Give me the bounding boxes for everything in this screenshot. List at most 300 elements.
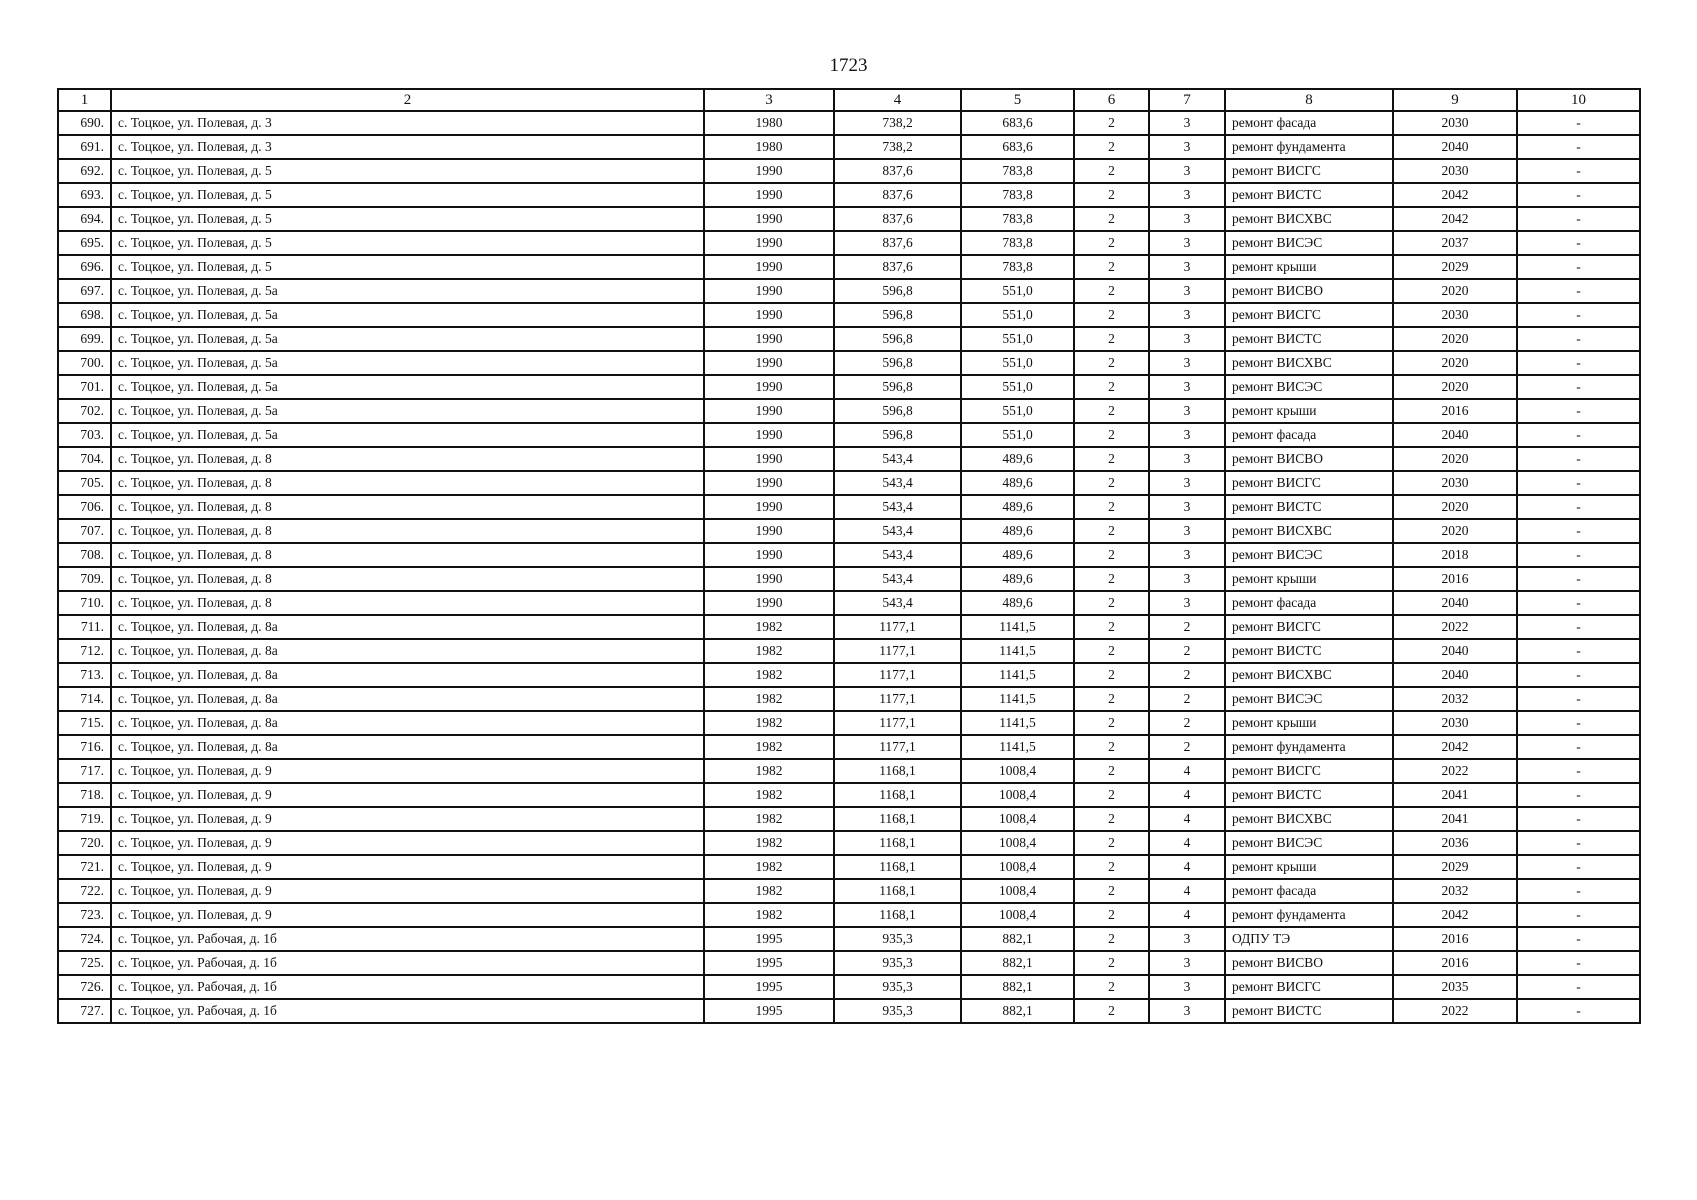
cell-total-area: 596,8 bbox=[834, 351, 961, 375]
cell-floors: 2 bbox=[1074, 615, 1149, 639]
cell-address: с. Тоцкое, ул. Полевая, д. 9 bbox=[111, 879, 704, 903]
cell-work-type: ремонт фасада bbox=[1225, 111, 1393, 135]
cell-address: с. Тоцкое, ул. Полевая, д. 9 bbox=[111, 855, 704, 879]
cell-total-area: 738,2 bbox=[834, 111, 961, 135]
cell-entrances: 3 bbox=[1149, 231, 1225, 255]
cell-planned-year: 2030 bbox=[1393, 303, 1517, 327]
cell-total-area: 935,3 bbox=[834, 999, 961, 1023]
cell-entrances: 3 bbox=[1149, 159, 1225, 183]
cell-work-type: ремонт фасада bbox=[1225, 591, 1393, 615]
cell-entrances: 3 bbox=[1149, 111, 1225, 135]
cell-address: с. Тоцкое, ул. Полевая, д. 5а bbox=[111, 327, 704, 351]
cell-entrances: 3 bbox=[1149, 423, 1225, 447]
cell-note: - bbox=[1517, 855, 1640, 879]
cell-floors: 2 bbox=[1074, 663, 1149, 687]
cell-address: с. Тоцкое, ул. Полевая, д. 5а bbox=[111, 303, 704, 327]
cell-note: - bbox=[1517, 543, 1640, 567]
cell-total-area: 543,4 bbox=[834, 591, 961, 615]
cell-note: - bbox=[1517, 759, 1640, 783]
cell-work-type: ремонт ВИСГС bbox=[1225, 759, 1393, 783]
cell-planned-year: 2042 bbox=[1393, 183, 1517, 207]
cell-entrances: 4 bbox=[1149, 807, 1225, 831]
cell-entrances: 3 bbox=[1149, 927, 1225, 951]
cell-living-area: 1008,4 bbox=[961, 903, 1074, 927]
cell-address: с. Тоцкое, ул. Полевая, д. 9 bbox=[111, 807, 704, 831]
cell-entrances: 3 bbox=[1149, 471, 1225, 495]
cell-note: - bbox=[1517, 135, 1640, 159]
cell-planned-year: 2022 bbox=[1393, 759, 1517, 783]
cell-floors: 2 bbox=[1074, 183, 1149, 207]
cell-year-built: 1982 bbox=[704, 639, 834, 663]
cell-entrances: 3 bbox=[1149, 399, 1225, 423]
cell-address: с. Тоцкое, ул. Полевая, д. 5 bbox=[111, 183, 704, 207]
cell-row-number: 700. bbox=[58, 351, 111, 375]
cell-year-built: 1990 bbox=[704, 159, 834, 183]
cell-entrances: 3 bbox=[1149, 351, 1225, 375]
cell-planned-year: 2030 bbox=[1393, 711, 1517, 735]
cell-work-type: ремонт ВИСВО bbox=[1225, 279, 1393, 303]
cell-entrances: 4 bbox=[1149, 759, 1225, 783]
cell-total-area: 1168,1 bbox=[834, 831, 961, 855]
cell-living-area: 783,8 bbox=[961, 207, 1074, 231]
cell-floors: 2 bbox=[1074, 903, 1149, 927]
cell-total-area: 1168,1 bbox=[834, 879, 961, 903]
cell-floors: 2 bbox=[1074, 471, 1149, 495]
cell-total-area: 1177,1 bbox=[834, 663, 961, 687]
cell-living-area: 1141,5 bbox=[961, 663, 1074, 687]
cell-floors: 2 bbox=[1074, 951, 1149, 975]
cell-floors: 2 bbox=[1074, 831, 1149, 855]
cell-work-type: ремонт ВИСЭС bbox=[1225, 375, 1393, 399]
cell-year-built: 1995 bbox=[704, 927, 834, 951]
cell-work-type: ремонт ВИСТС bbox=[1225, 495, 1393, 519]
table-row bbox=[58, 231, 1640, 255]
cell-note: - bbox=[1517, 711, 1640, 735]
cell-note: - bbox=[1517, 831, 1640, 855]
cell-floors: 2 bbox=[1074, 999, 1149, 1023]
table-row bbox=[58, 735, 1640, 759]
cell-planned-year: 2040 bbox=[1393, 639, 1517, 663]
cell-floors: 2 bbox=[1074, 567, 1149, 591]
cell-year-built: 1990 bbox=[704, 303, 834, 327]
cell-entrances: 3 bbox=[1149, 495, 1225, 519]
cell-total-area: 1177,1 bbox=[834, 615, 961, 639]
cell-planned-year: 2042 bbox=[1393, 207, 1517, 231]
cell-row-number: 709. bbox=[58, 567, 111, 591]
cell-address: с. Тоцкое, ул. Рабочая, д. 1б bbox=[111, 927, 704, 951]
cell-row-number: 707. bbox=[58, 519, 111, 543]
cell-year-built: 1982 bbox=[704, 807, 834, 831]
cell-living-area: 1008,4 bbox=[961, 759, 1074, 783]
cell-work-type: ремонт ВИСХВС bbox=[1225, 351, 1393, 375]
table-header-row bbox=[58, 89, 1640, 111]
cell-total-area: 1177,1 bbox=[834, 639, 961, 663]
cell-planned-year: 2040 bbox=[1393, 591, 1517, 615]
cell-year-built: 1982 bbox=[704, 687, 834, 711]
cell-work-type: ремонт ВИСГС bbox=[1225, 303, 1393, 327]
table-row bbox=[58, 135, 1640, 159]
cell-total-area: 837,6 bbox=[834, 255, 961, 279]
cell-address: с. Тоцкое, ул. Полевая, д. 9 bbox=[111, 759, 704, 783]
cell-address: с. Тоцкое, ул. Полевая, д. 8а bbox=[111, 663, 704, 687]
cell-living-area: 1008,4 bbox=[961, 807, 1074, 831]
table-row bbox=[58, 615, 1640, 639]
cell-row-number: 695. bbox=[58, 231, 111, 255]
cell-address: с. Тоцкое, ул. Полевая, д. 8а bbox=[111, 711, 704, 735]
cell-floors: 2 bbox=[1074, 279, 1149, 303]
cell-living-area: 1141,5 bbox=[961, 615, 1074, 639]
cell-row-number: 694. bbox=[58, 207, 111, 231]
cell-planned-year: 2029 bbox=[1393, 255, 1517, 279]
cell-living-area: 489,6 bbox=[961, 447, 1074, 471]
cell-address: с. Тоцкое, ул. Полевая, д. 8а bbox=[111, 735, 704, 759]
cell-entrances: 2 bbox=[1149, 687, 1225, 711]
cell-total-area: 543,4 bbox=[834, 447, 961, 471]
cell-row-number: 693. bbox=[58, 183, 111, 207]
table-row bbox=[58, 975, 1640, 999]
cell-living-area: 551,0 bbox=[961, 351, 1074, 375]
cell-living-area: 683,6 bbox=[961, 135, 1074, 159]
cell-work-type: ремонт ВИСТС bbox=[1225, 183, 1393, 207]
cell-total-area: 543,4 bbox=[834, 543, 961, 567]
cell-total-area: 596,8 bbox=[834, 279, 961, 303]
cell-row-number: 720. bbox=[58, 831, 111, 855]
cell-total-area: 738,2 bbox=[834, 135, 961, 159]
cell-total-area: 596,8 bbox=[834, 375, 961, 399]
cell-entrances: 4 bbox=[1149, 903, 1225, 927]
cell-note: - bbox=[1517, 663, 1640, 687]
table-row bbox=[58, 999, 1640, 1023]
table-row bbox=[58, 783, 1640, 807]
column-header-10: 10 bbox=[1517, 89, 1640, 111]
cell-year-built: 1995 bbox=[704, 975, 834, 999]
cell-note: - bbox=[1517, 807, 1640, 831]
cell-total-area: 596,8 bbox=[834, 327, 961, 351]
cell-year-built: 1982 bbox=[704, 663, 834, 687]
cell-address: с. Тоцкое, ул. Полевая, д. 8а bbox=[111, 615, 704, 639]
cell-entrances: 3 bbox=[1149, 447, 1225, 471]
table-row bbox=[58, 447, 1640, 471]
cell-work-type: ремонт ВИСЭС bbox=[1225, 543, 1393, 567]
table-row bbox=[58, 543, 1640, 567]
cell-year-built: 1990 bbox=[704, 231, 834, 255]
cell-work-type: ремонт фундамента bbox=[1225, 903, 1393, 927]
cell-floors: 2 bbox=[1074, 231, 1149, 255]
cell-entrances: 3 bbox=[1149, 207, 1225, 231]
cell-planned-year: 2020 bbox=[1393, 447, 1517, 471]
table-row bbox=[58, 951, 1640, 975]
cell-work-type: ремонт ВИСТС bbox=[1225, 999, 1393, 1023]
cell-year-built: 1990 bbox=[704, 567, 834, 591]
cell-note: - bbox=[1517, 255, 1640, 279]
cell-planned-year: 2032 bbox=[1393, 687, 1517, 711]
cell-year-built: 1982 bbox=[704, 735, 834, 759]
cell-living-area: 551,0 bbox=[961, 423, 1074, 447]
cell-row-number: 716. bbox=[58, 735, 111, 759]
cell-work-type: ремонт фундамента bbox=[1225, 735, 1393, 759]
cell-row-number: 722. bbox=[58, 879, 111, 903]
cell-living-area: 489,6 bbox=[961, 543, 1074, 567]
cell-planned-year: 2020 bbox=[1393, 519, 1517, 543]
cell-year-built: 1980 bbox=[704, 111, 834, 135]
table-row bbox=[58, 855, 1640, 879]
cell-floors: 2 bbox=[1074, 135, 1149, 159]
cell-living-area: 1008,4 bbox=[961, 831, 1074, 855]
cell-address: с. Тоцкое, ул. Рабочая, д. 1б bbox=[111, 999, 704, 1023]
cell-work-type: ремонт фасада bbox=[1225, 423, 1393, 447]
cell-entrances: 3 bbox=[1149, 999, 1225, 1023]
cell-year-built: 1990 bbox=[704, 351, 834, 375]
cell-entrances: 3 bbox=[1149, 279, 1225, 303]
cell-address: с. Тоцкое, ул. Полевая, д. 8 bbox=[111, 567, 704, 591]
cell-note: - bbox=[1517, 495, 1640, 519]
cell-address: с. Тоцкое, ул. Полевая, д. 8а bbox=[111, 687, 704, 711]
cell-note: - bbox=[1517, 471, 1640, 495]
cell-year-built: 1990 bbox=[704, 255, 834, 279]
cell-year-built: 1990 bbox=[704, 447, 834, 471]
cell-address: с. Тоцкое, ул. Полевая, д. 5а bbox=[111, 375, 704, 399]
cell-address: с. Тоцкое, ул. Полевая, д. 8 bbox=[111, 447, 704, 471]
cell-work-type: ремонт крыши bbox=[1225, 711, 1393, 735]
table-row bbox=[58, 255, 1640, 279]
cell-total-area: 935,3 bbox=[834, 975, 961, 999]
cell-note: - bbox=[1517, 591, 1640, 615]
cell-total-area: 935,3 bbox=[834, 951, 961, 975]
cell-row-number: 705. bbox=[58, 471, 111, 495]
column-header-7: 7 bbox=[1149, 89, 1225, 111]
cell-planned-year: 2016 bbox=[1393, 927, 1517, 951]
cell-work-type: ремонт крыши bbox=[1225, 855, 1393, 879]
cell-address: с. Тоцкое, ул. Полевая, д. 5 bbox=[111, 159, 704, 183]
cell-row-number: 708. bbox=[58, 543, 111, 567]
cell-note: - bbox=[1517, 399, 1640, 423]
cell-floors: 2 bbox=[1074, 639, 1149, 663]
cell-living-area: 1141,5 bbox=[961, 687, 1074, 711]
cell-note: - bbox=[1517, 639, 1640, 663]
cell-entrances: 3 bbox=[1149, 951, 1225, 975]
cell-entrances: 3 bbox=[1149, 567, 1225, 591]
cell-row-number: 702. bbox=[58, 399, 111, 423]
cell-floors: 2 bbox=[1074, 399, 1149, 423]
cell-row-number: 691. bbox=[58, 135, 111, 159]
cell-note: - bbox=[1517, 375, 1640, 399]
cell-row-number: 721. bbox=[58, 855, 111, 879]
table-row bbox=[58, 111, 1640, 135]
cell-address: с. Тоцкое, ул. Полевая, д. 3 bbox=[111, 111, 704, 135]
cell-row-number: 713. bbox=[58, 663, 111, 687]
table-row bbox=[58, 495, 1640, 519]
cell-row-number: 704. bbox=[58, 447, 111, 471]
cell-work-type: ремонт ВИСГС bbox=[1225, 975, 1393, 999]
cell-note: - bbox=[1517, 279, 1640, 303]
cell-address: с. Тоцкое, ул. Полевая, д. 8 bbox=[111, 495, 704, 519]
cell-row-number: 696. bbox=[58, 255, 111, 279]
cell-row-number: 706. bbox=[58, 495, 111, 519]
cell-entrances: 4 bbox=[1149, 783, 1225, 807]
cell-entrances: 3 bbox=[1149, 591, 1225, 615]
cell-total-area: 543,4 bbox=[834, 519, 961, 543]
cell-entrances: 4 bbox=[1149, 879, 1225, 903]
table-row bbox=[58, 903, 1640, 927]
cell-total-area: 1168,1 bbox=[834, 903, 961, 927]
cell-floors: 2 bbox=[1074, 927, 1149, 951]
cell-row-number: 727. bbox=[58, 999, 111, 1023]
cell-note: - bbox=[1517, 783, 1640, 807]
cell-entrances: 2 bbox=[1149, 639, 1225, 663]
cell-planned-year: 2030 bbox=[1393, 111, 1517, 135]
cell-work-type: ремонт крыши bbox=[1225, 567, 1393, 591]
cell-row-number: 690. bbox=[58, 111, 111, 135]
cell-address: с. Тоцкое, ул. Полевая, д. 9 bbox=[111, 903, 704, 927]
cell-total-area: 837,6 bbox=[834, 159, 961, 183]
cell-year-built: 1982 bbox=[704, 903, 834, 927]
cell-planned-year: 2018 bbox=[1393, 543, 1517, 567]
cell-floors: 2 bbox=[1074, 495, 1149, 519]
cell-note: - bbox=[1517, 231, 1640, 255]
cell-floors: 2 bbox=[1074, 735, 1149, 759]
table-row bbox=[58, 159, 1640, 183]
cell-planned-year: 2035 bbox=[1393, 975, 1517, 999]
cell-living-area: 783,8 bbox=[961, 255, 1074, 279]
cell-year-built: 1995 bbox=[704, 951, 834, 975]
cell-work-type: ремонт ВИСХВС bbox=[1225, 519, 1393, 543]
cell-work-type: ремонт ВИСГС bbox=[1225, 615, 1393, 639]
cell-work-type: ремонт ВИСЭС bbox=[1225, 231, 1393, 255]
cell-planned-year: 2036 bbox=[1393, 831, 1517, 855]
cell-address: с. Тоцкое, ул. Полевая, д. 5а bbox=[111, 399, 704, 423]
cell-living-area: 551,0 bbox=[961, 327, 1074, 351]
cell-total-area: 596,8 bbox=[834, 399, 961, 423]
cell-note: - bbox=[1517, 903, 1640, 927]
cell-work-type: ремонт крыши bbox=[1225, 399, 1393, 423]
cell-floors: 2 bbox=[1074, 375, 1149, 399]
table-row bbox=[58, 759, 1640, 783]
cell-entrances: 2 bbox=[1149, 711, 1225, 735]
cell-living-area: 489,6 bbox=[961, 519, 1074, 543]
cell-floors: 2 bbox=[1074, 447, 1149, 471]
cell-row-number: 698. bbox=[58, 303, 111, 327]
cell-living-area: 783,8 bbox=[961, 231, 1074, 255]
cell-address: с. Тоцкое, ул. Полевая, д. 5 bbox=[111, 207, 704, 231]
cell-year-built: 1982 bbox=[704, 831, 834, 855]
cell-work-type: ремонт ВИСЭС bbox=[1225, 687, 1393, 711]
cell-row-number: 697. bbox=[58, 279, 111, 303]
cell-living-area: 683,6 bbox=[961, 111, 1074, 135]
cell-floors: 2 bbox=[1074, 519, 1149, 543]
cell-total-area: 1168,1 bbox=[834, 783, 961, 807]
cell-planned-year: 2040 bbox=[1393, 663, 1517, 687]
cell-note: - bbox=[1517, 351, 1640, 375]
cell-address: с. Тоцкое, ул. Полевая, д. 3 bbox=[111, 135, 704, 159]
cell-floors: 2 bbox=[1074, 759, 1149, 783]
cell-row-number: 725. bbox=[58, 951, 111, 975]
cell-work-type: ремонт ВИСТС bbox=[1225, 783, 1393, 807]
cell-year-built: 1990 bbox=[704, 279, 834, 303]
cell-note: - bbox=[1517, 447, 1640, 471]
cell-work-type: ремонт ВИСВО bbox=[1225, 447, 1393, 471]
cell-row-number: 692. bbox=[58, 159, 111, 183]
cell-address: с. Тоцкое, ул. Полевая, д. 5 bbox=[111, 255, 704, 279]
cell-floors: 2 bbox=[1074, 351, 1149, 375]
cell-work-type: ремонт ВИСТС bbox=[1225, 639, 1393, 663]
table-row bbox=[58, 711, 1640, 735]
cell-year-built: 1990 bbox=[704, 207, 834, 231]
table-row bbox=[58, 831, 1640, 855]
cell-planned-year: 2030 bbox=[1393, 471, 1517, 495]
cell-living-area: 551,0 bbox=[961, 279, 1074, 303]
cell-note: - bbox=[1517, 423, 1640, 447]
cell-total-area: 1177,1 bbox=[834, 735, 961, 759]
table-row bbox=[58, 351, 1640, 375]
cell-living-area: 1141,5 bbox=[961, 639, 1074, 663]
cell-planned-year: 2020 bbox=[1393, 375, 1517, 399]
column-header-1: 1 bbox=[58, 89, 111, 111]
cell-note: - bbox=[1517, 327, 1640, 351]
cell-note: - bbox=[1517, 687, 1640, 711]
cell-living-area: 1141,5 bbox=[961, 711, 1074, 735]
cell-planned-year: 2040 bbox=[1393, 423, 1517, 447]
cell-entrances: 4 bbox=[1149, 855, 1225, 879]
cell-planned-year: 2016 bbox=[1393, 399, 1517, 423]
cell-living-area: 1008,4 bbox=[961, 855, 1074, 879]
cell-total-area: 543,4 bbox=[834, 567, 961, 591]
cell-floors: 2 bbox=[1074, 975, 1149, 999]
table-row bbox=[58, 807, 1640, 831]
cell-total-area: 837,6 bbox=[834, 183, 961, 207]
cell-address: с. Тоцкое, ул. Полевая, д. 5 bbox=[111, 231, 704, 255]
cell-row-number: 719. bbox=[58, 807, 111, 831]
cell-entrances: 3 bbox=[1149, 183, 1225, 207]
column-header-8: 8 bbox=[1225, 89, 1393, 111]
table-row bbox=[58, 399, 1640, 423]
cell-address: с. Тоцкое, ул. Полевая, д. 9 bbox=[111, 783, 704, 807]
cell-entrances: 4 bbox=[1149, 831, 1225, 855]
cell-living-area: 551,0 bbox=[961, 399, 1074, 423]
cell-address: с. Тоцкое, ул. Полевая, д. 8 bbox=[111, 519, 704, 543]
cell-entrances: 3 bbox=[1149, 255, 1225, 279]
cell-year-built: 1990 bbox=[704, 543, 834, 567]
cell-entrances: 3 bbox=[1149, 543, 1225, 567]
cell-note: - bbox=[1517, 159, 1640, 183]
cell-floors: 2 bbox=[1074, 543, 1149, 567]
cell-year-built: 1990 bbox=[704, 591, 834, 615]
cell-year-built: 1982 bbox=[704, 783, 834, 807]
cell-year-built: 1990 bbox=[704, 495, 834, 519]
cell-planned-year: 2020 bbox=[1393, 495, 1517, 519]
cell-planned-year: 2032 bbox=[1393, 879, 1517, 903]
cell-note: - bbox=[1517, 999, 1640, 1023]
cell-planned-year: 2020 bbox=[1393, 327, 1517, 351]
cell-floors: 2 bbox=[1074, 111, 1149, 135]
cell-floors: 2 bbox=[1074, 207, 1149, 231]
cell-entrances: 2 bbox=[1149, 663, 1225, 687]
cell-row-number: 703. bbox=[58, 423, 111, 447]
cell-year-built: 1990 bbox=[704, 183, 834, 207]
cell-work-type: ремонт ВИСГС bbox=[1225, 159, 1393, 183]
column-header-4: 4 bbox=[834, 89, 961, 111]
cell-work-type: ремонт ВИСЭС bbox=[1225, 831, 1393, 855]
cell-planned-year: 2022 bbox=[1393, 999, 1517, 1023]
cell-planned-year: 2016 bbox=[1393, 951, 1517, 975]
cell-work-type: ремонт ВИСХВС bbox=[1225, 663, 1393, 687]
cell-address: с. Тоцкое, ул. Полевая, д. 8 bbox=[111, 543, 704, 567]
cell-total-area: 1168,1 bbox=[834, 759, 961, 783]
cell-row-number: 711. bbox=[58, 615, 111, 639]
cell-floors: 2 bbox=[1074, 807, 1149, 831]
cell-planned-year: 2016 bbox=[1393, 567, 1517, 591]
cell-floors: 2 bbox=[1074, 591, 1149, 615]
cell-year-built: 1990 bbox=[704, 423, 834, 447]
